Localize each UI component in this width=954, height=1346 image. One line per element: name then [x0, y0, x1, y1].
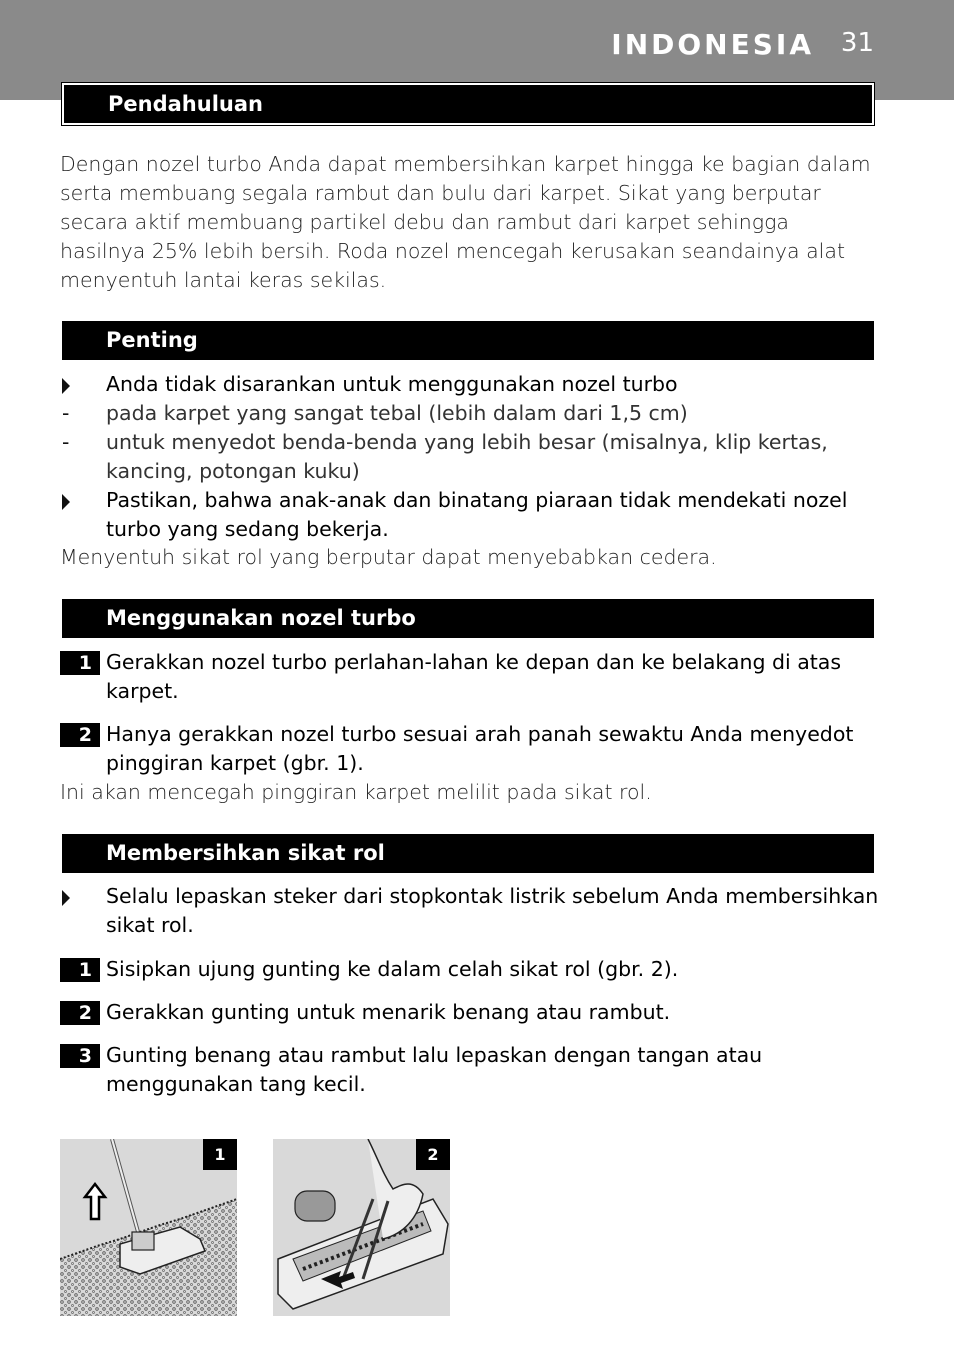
- section-title-cleaning: Membersihkan sikat rol: [62, 834, 874, 873]
- dash-icon: -: [62, 401, 70, 425]
- bullet-icon: [62, 378, 70, 394]
- bullet-icon: [62, 494, 70, 510]
- using-step-1: Gerakkan nozel turbo perlahan-lahan ke depan dan ke belakang di atas karpet.: [106, 650, 842, 703]
- important-bullet-1: Anda tidak disarankan untuk menggunakan nozel turbo: [106, 372, 678, 396]
- step-number: 2: [60, 723, 100, 747]
- step-number: 1: [60, 958, 100, 982]
- header-language: INDONESIA: [611, 28, 814, 61]
- intro-paragraph: Dengan nozel turbo Anda dapat membersihkan karpet hingga ke bagian dalam serta membuang segala rambut dan bulu dari karpet. Sikat yang berputar secara aktif membuang partikel debu dan rambut dari karpet sehingga hasilnya 25% lebih bersih. Roda nozel mencegah kerusakan seandainya alat menyentuh lantai keras sekilas.: [60, 152, 871, 292]
- important-bullet-2: Pastikan, bahwa anak-anak dan binatang piaraan tidak mendekati nozel turbo yang sedang bekerja.: [106, 488, 848, 541]
- bullet-icon: [62, 890, 70, 906]
- cleaning-step-1: Sisipkan ujung gunting ke dalam celah sikat rol (gbr. 2).: [106, 957, 679, 981]
- cleaning-step-2: Gerakkan gunting untuk menarik benang atau rambut.: [106, 1000, 671, 1024]
- important-dash-2: untuk menyedot benda-benda yang lebih besar (misalnya, klip kertas, kancing, potongan kuku): [106, 430, 828, 483]
- figure-2-badge: 2: [416, 1139, 450, 1170]
- step-number: 3: [60, 1044, 100, 1068]
- using-note: Ini akan mencegah pinggiran karpet melilit pada sikat rol.: [60, 780, 652, 804]
- section-title-using: Menggunakan nozel turbo: [62, 599, 874, 638]
- cleaning-step-3: Gunting benang atau rambut lalu lepaskan dengan tangan atau menggunakan tang kecil.: [106, 1043, 763, 1096]
- figure-1-badge: 1: [203, 1139, 237, 1170]
- important-note: Menyentuh sikat rol yang berputar dapat menyebabkan cedera.: [60, 545, 717, 569]
- dash-icon: -: [62, 430, 70, 454]
- step-number: 2: [60, 1001, 100, 1025]
- cleaning-bullet-1: Selalu lepaskan steker dari stopkontak listrik sebelum Anda membersihkan sikat rol.: [106, 884, 879, 937]
- important-dash-1: pada karpet yang sangat tebal (lebih dalam dari 1,5 cm): [106, 401, 688, 425]
- page-number: 31: [840, 28, 874, 58]
- step-number: 1: [60, 651, 100, 675]
- section-title-intro: Pendahuluan: [62, 83, 874, 125]
- using-step-2: Hanya gerakkan nozel turbo sesuai arah panah sewaktu Anda menyedot pinggiran karpet (gbr. 1).: [106, 722, 854, 775]
- section-title-important: Penting: [62, 321, 874, 360]
